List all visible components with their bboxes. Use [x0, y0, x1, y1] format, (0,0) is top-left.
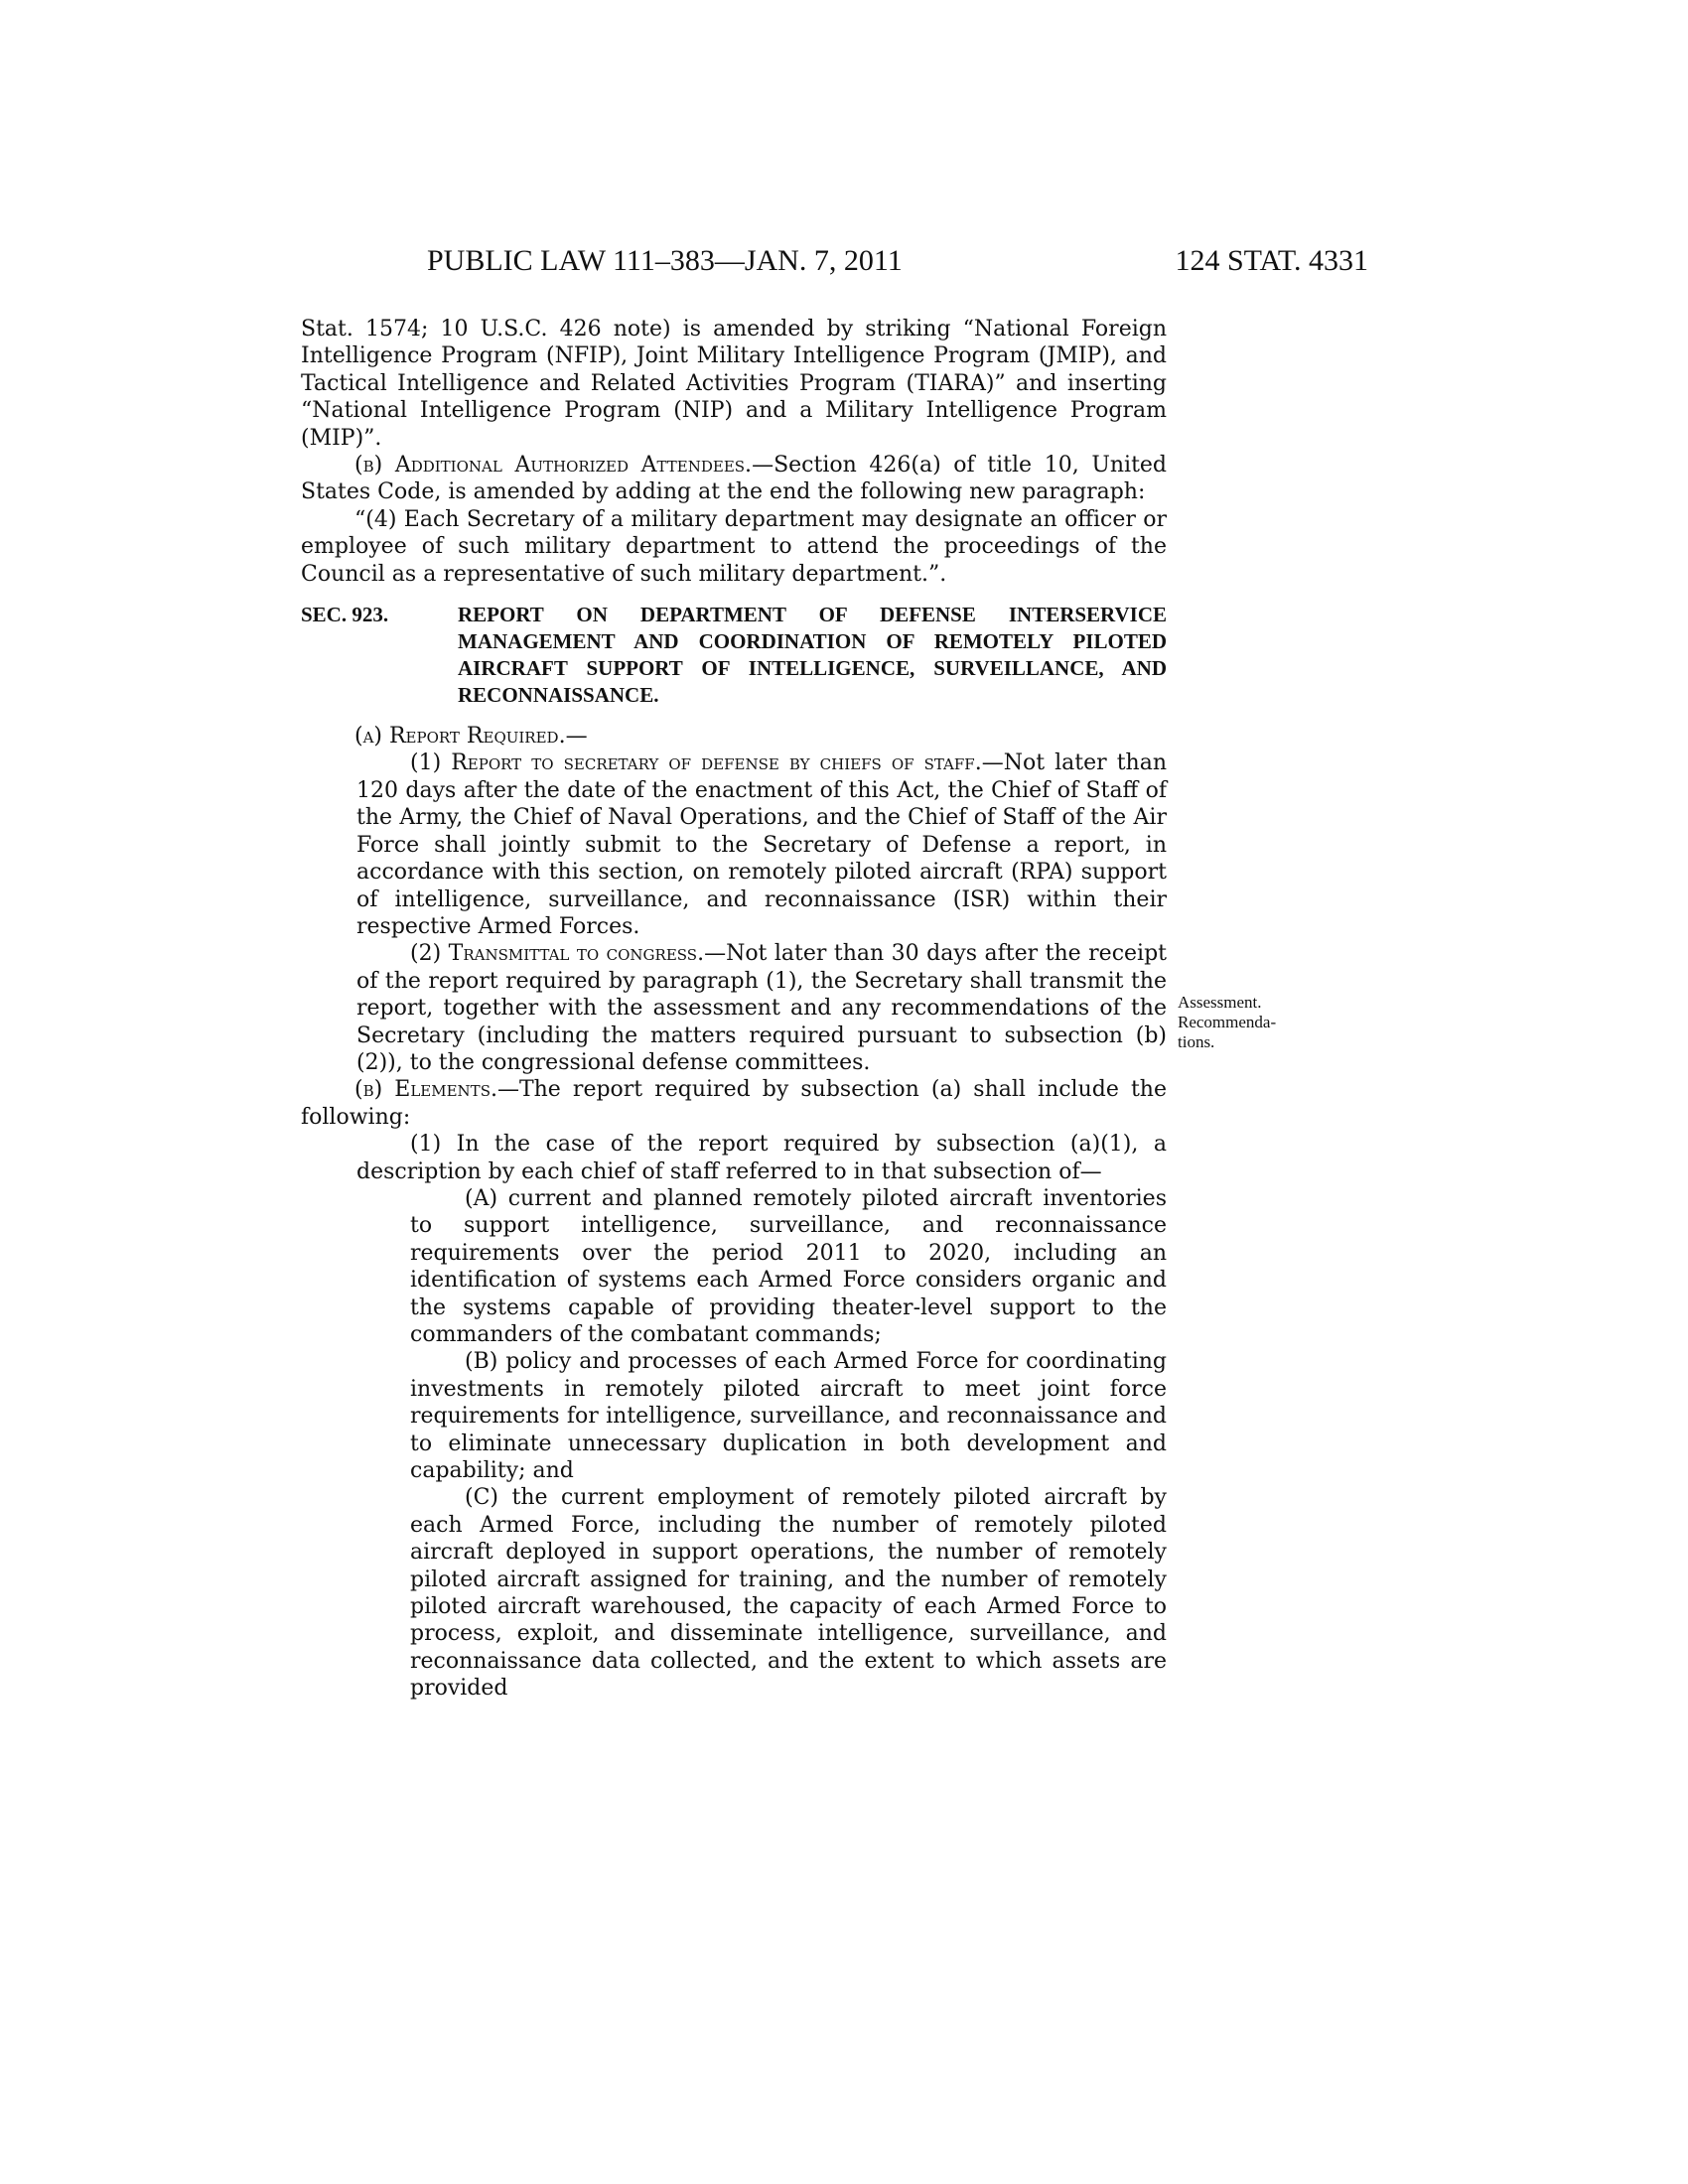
- section-title: REPORT ON DEPARTMENT OF DEFENSE INTERSERVICE MANAGEMENT AND COORDINATION OF REMOTELY PILOTED AIRCRAFT SUPPORT OF INTELLIGENCE, SURVEILLANCE, AND RECONNAISSANCE.: [458, 603, 1167, 708]
- margin-note-line: Recommenda-: [1178, 1013, 1277, 1031]
- law-citation: PUBLIC LAW 111–383—JAN. 7, 2011: [427, 244, 903, 277]
- paragraph-continuation: Stat. 1574; 10 U.S.C. 426 note) is amended by striking “National Foreign Intelligence Program (NFIP), Joint Military Intelligence Program (JMIP), and Tactical Intelligence and Related Activities Program (TIARA)” and inserting “National Intelligence Program (NIP) and a Military Intelligence Program (MIP)”.: [301, 317, 1167, 451]
- section-number: SEC. 923.: [301, 603, 389, 627]
- paragraph-text: —Not later than 120 days after the date of the enactment of this Act, the Chief of Staff of the Army, the Chief of Naval Operations, and the Chief of Staff of the Air Force shall jointly submit to the Secretary of Defense a report, in accordance with this section, on remotely piloted aircraft (RPA) support of intelligence, surveillance, and reconnaissance (ISR) within their respective Armed Forces.: [356, 751, 1168, 939]
- margin-note-line: tions.: [1178, 1032, 1215, 1051]
- paragraph-text: —Not later than 30 days after the receipt of the report required by paragraph (1), the Secretary shall transmit the report, together with the assessment and any recommendations of the Secretary (including the matters required pursuant to subsection (b)(2)), to the congressional defense committees.: [356, 941, 1167, 1075]
- margin-note: [1178, 993, 1327, 1052]
- paragraph-b1: (1) In the case of the report required by subsection (a)(1), a description by each chief of staff referred to in that subsection of—: [356, 1132, 1167, 1184]
- statute-page-number: 124 STAT. 4331: [1175, 244, 1368, 277]
- subsection-heading: (b) Elements.: [354, 1077, 497, 1103]
- page-header: [427, 244, 1368, 284]
- subsection-b-additional-attendees: [301, 452, 1167, 506]
- subsection-heading: (b) Additional Authorized Attendees.: [354, 453, 753, 478]
- subparagraph-C: (C) the current employment of remotely piloted aircraft by each Armed Force, including the number of remotely piloted aircraft deployed in support operations, the number of remotely piloted aircraft assigned for training, and the number of remotely piloted aircraft warehoused, the capacity of each Armed Force to process, exploit, and disseminate intelligence, surveillance, and reconnaissance data collected, and the extent to which assets are provided: [410, 1485, 1167, 1702]
- paragraph-a1: [301, 750, 1167, 940]
- document-body: [301, 316, 1167, 1703]
- subsection-dash: —: [565, 724, 588, 750]
- paragraph-heading: (2) Transmittal to congress.: [410, 941, 705, 967]
- subsection-text: —The report required by subsection (a) shall include the following:: [301, 1077, 1167, 1130]
- subparagraph-A: (A) current and planned remotely piloted aircraft inventories to support intelligence, surveillance, and reconnaissance requirements over the period 2011 to 2020, including an identification of systems each Armed Force considers organic and the systems capable of providing theater-level support to the commanders of the combatant commands;: [410, 1185, 1167, 1347]
- subparagraph-B: (B) policy and processes of each Armed Force for coordinating investments in remotely piloted aircraft to meet joint force requirements for intelligence, surveillance, and reconnaissance and to eliminate unnecessary duplication in both development and capability; and: [410, 1349, 1167, 1484]
- section-heading: [301, 602, 1167, 709]
- quoted-paragraph-4: “(4) Each Secretary of a military department may designate an officer or employee of such military department to attend the proceedings of the Council as a representative of such military department.”.: [301, 506, 1167, 587]
- paragraph-a2: [301, 940, 1167, 1076]
- paragraph-heading: (1) Report to secretary of defense by chiefs of staff.: [410, 751, 982, 776]
- subsection-a-report-required: [301, 723, 1167, 750]
- subsection-b-elements: [301, 1076, 1167, 1131]
- subsection-heading: (a) Report Required.: [354, 724, 566, 750]
- subsection-text: —Section 426(a) of title 10, United States Code, is amended by adding at the end the following new paragraph:: [301, 453, 1168, 505]
- margin-note-line: Assessment.: [1178, 993, 1262, 1012]
